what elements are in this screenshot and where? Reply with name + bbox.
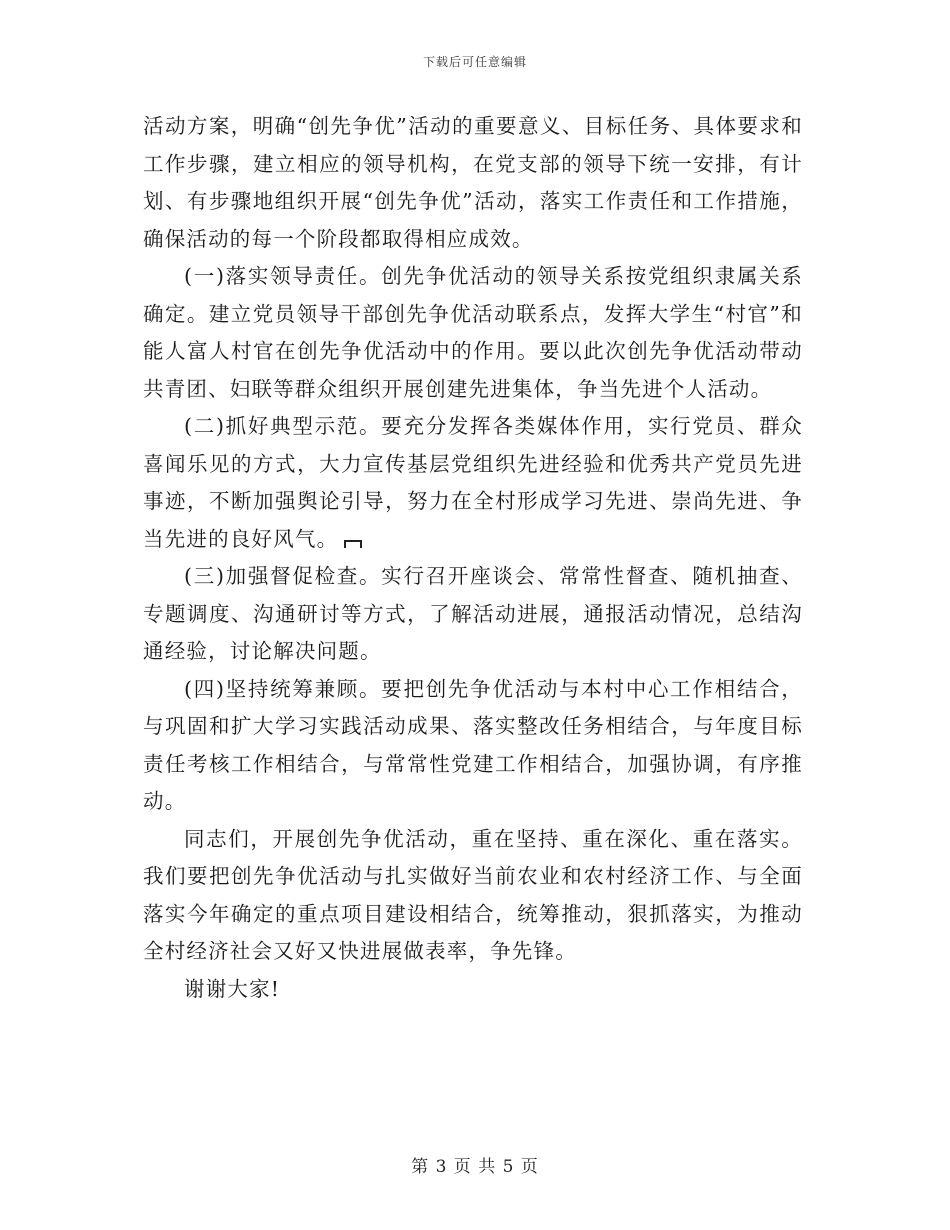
paragraph-section-2 [143, 408, 803, 558]
document-body [143, 108, 803, 1008]
paragraph-closing: 同志们，开展创先争优活动，重在坚持、重在深化、重在落实。我们要把创先争优活动与扎实做好当前农业和农村经济工作、与全面落实今年确定的重点项目建设相结合，统筹推动，狠抓落实，为推动全村经济社会又好又快进展做表率，争先锋。 [143, 826, 803, 963]
page-footer [0, 1152, 950, 1177]
footer-suffix: 页 [520, 1157, 539, 1177]
footer-total-pages: 5 [502, 1157, 515, 1177]
footer-current-page: 3 [435, 1157, 448, 1177]
paragraph-section-2-text: (二)抓好典型示范。要充分发挥各类媒体作用，实行党员、群众喜闻乐见的方式，大力宣传基层党组织先进经验和优秀共产党员先进事迹，不断加强舆论引导，努力在全村形成学习先进、崇尚先进、争当先进的良好风气。 [143, 414, 803, 551]
footer-prefix: 第 [411, 1157, 430, 1177]
edit-mark-icon [344, 540, 362, 548]
paragraph-section-4: (四)坚持统筹兼顾。要把创先争优活动与本村中心工作相结合，与巩固和扩大学习实践活动成果、落实整改任务相结合，与年度目标责任考核工作相结合，与常常性党建工作相结合，加强协调，有序推动。 [143, 676, 803, 813]
page-header-note: 下载后可任意编辑 [422, 55, 527, 69]
footer-middle: 页 共 [453, 1157, 497, 1177]
paragraph-section-3: (三)加强督促检查。实行召开座谈会、常常性督查、随机抽查、专题调度、沟通研讨等方式，了解活动进展，通报活动情况，总结沟通经验，讨论解决问题。 [143, 564, 803, 663]
paragraph-thanks: 谢谢大家! [184, 976, 281, 1001]
paragraph-continued: 活动方案，明确“创先争优”活动的重要意义、目标任务、具体要求和工作步骤，建立相应的领导机构，在党支部的领导下统一安排，有计划、有步骤地组织开展“创先争优”活动，落实工作责任和工作措施，确保活动的每一个阶段都取得相应成效。 [143, 114, 803, 251]
paragraph-section-1: (一)落实领导责任。创先争优活动的领导关系按党组织隶属关系确定。建立党员领导干部创先争优活动联系点，发挥大学生“村官”和能人富人村官在创先争优活动中的作用。要以此次创先争优活动带动共青团、妇联等群众组织开展创建先进集体，争当先进个人活动。 [143, 264, 803, 401]
